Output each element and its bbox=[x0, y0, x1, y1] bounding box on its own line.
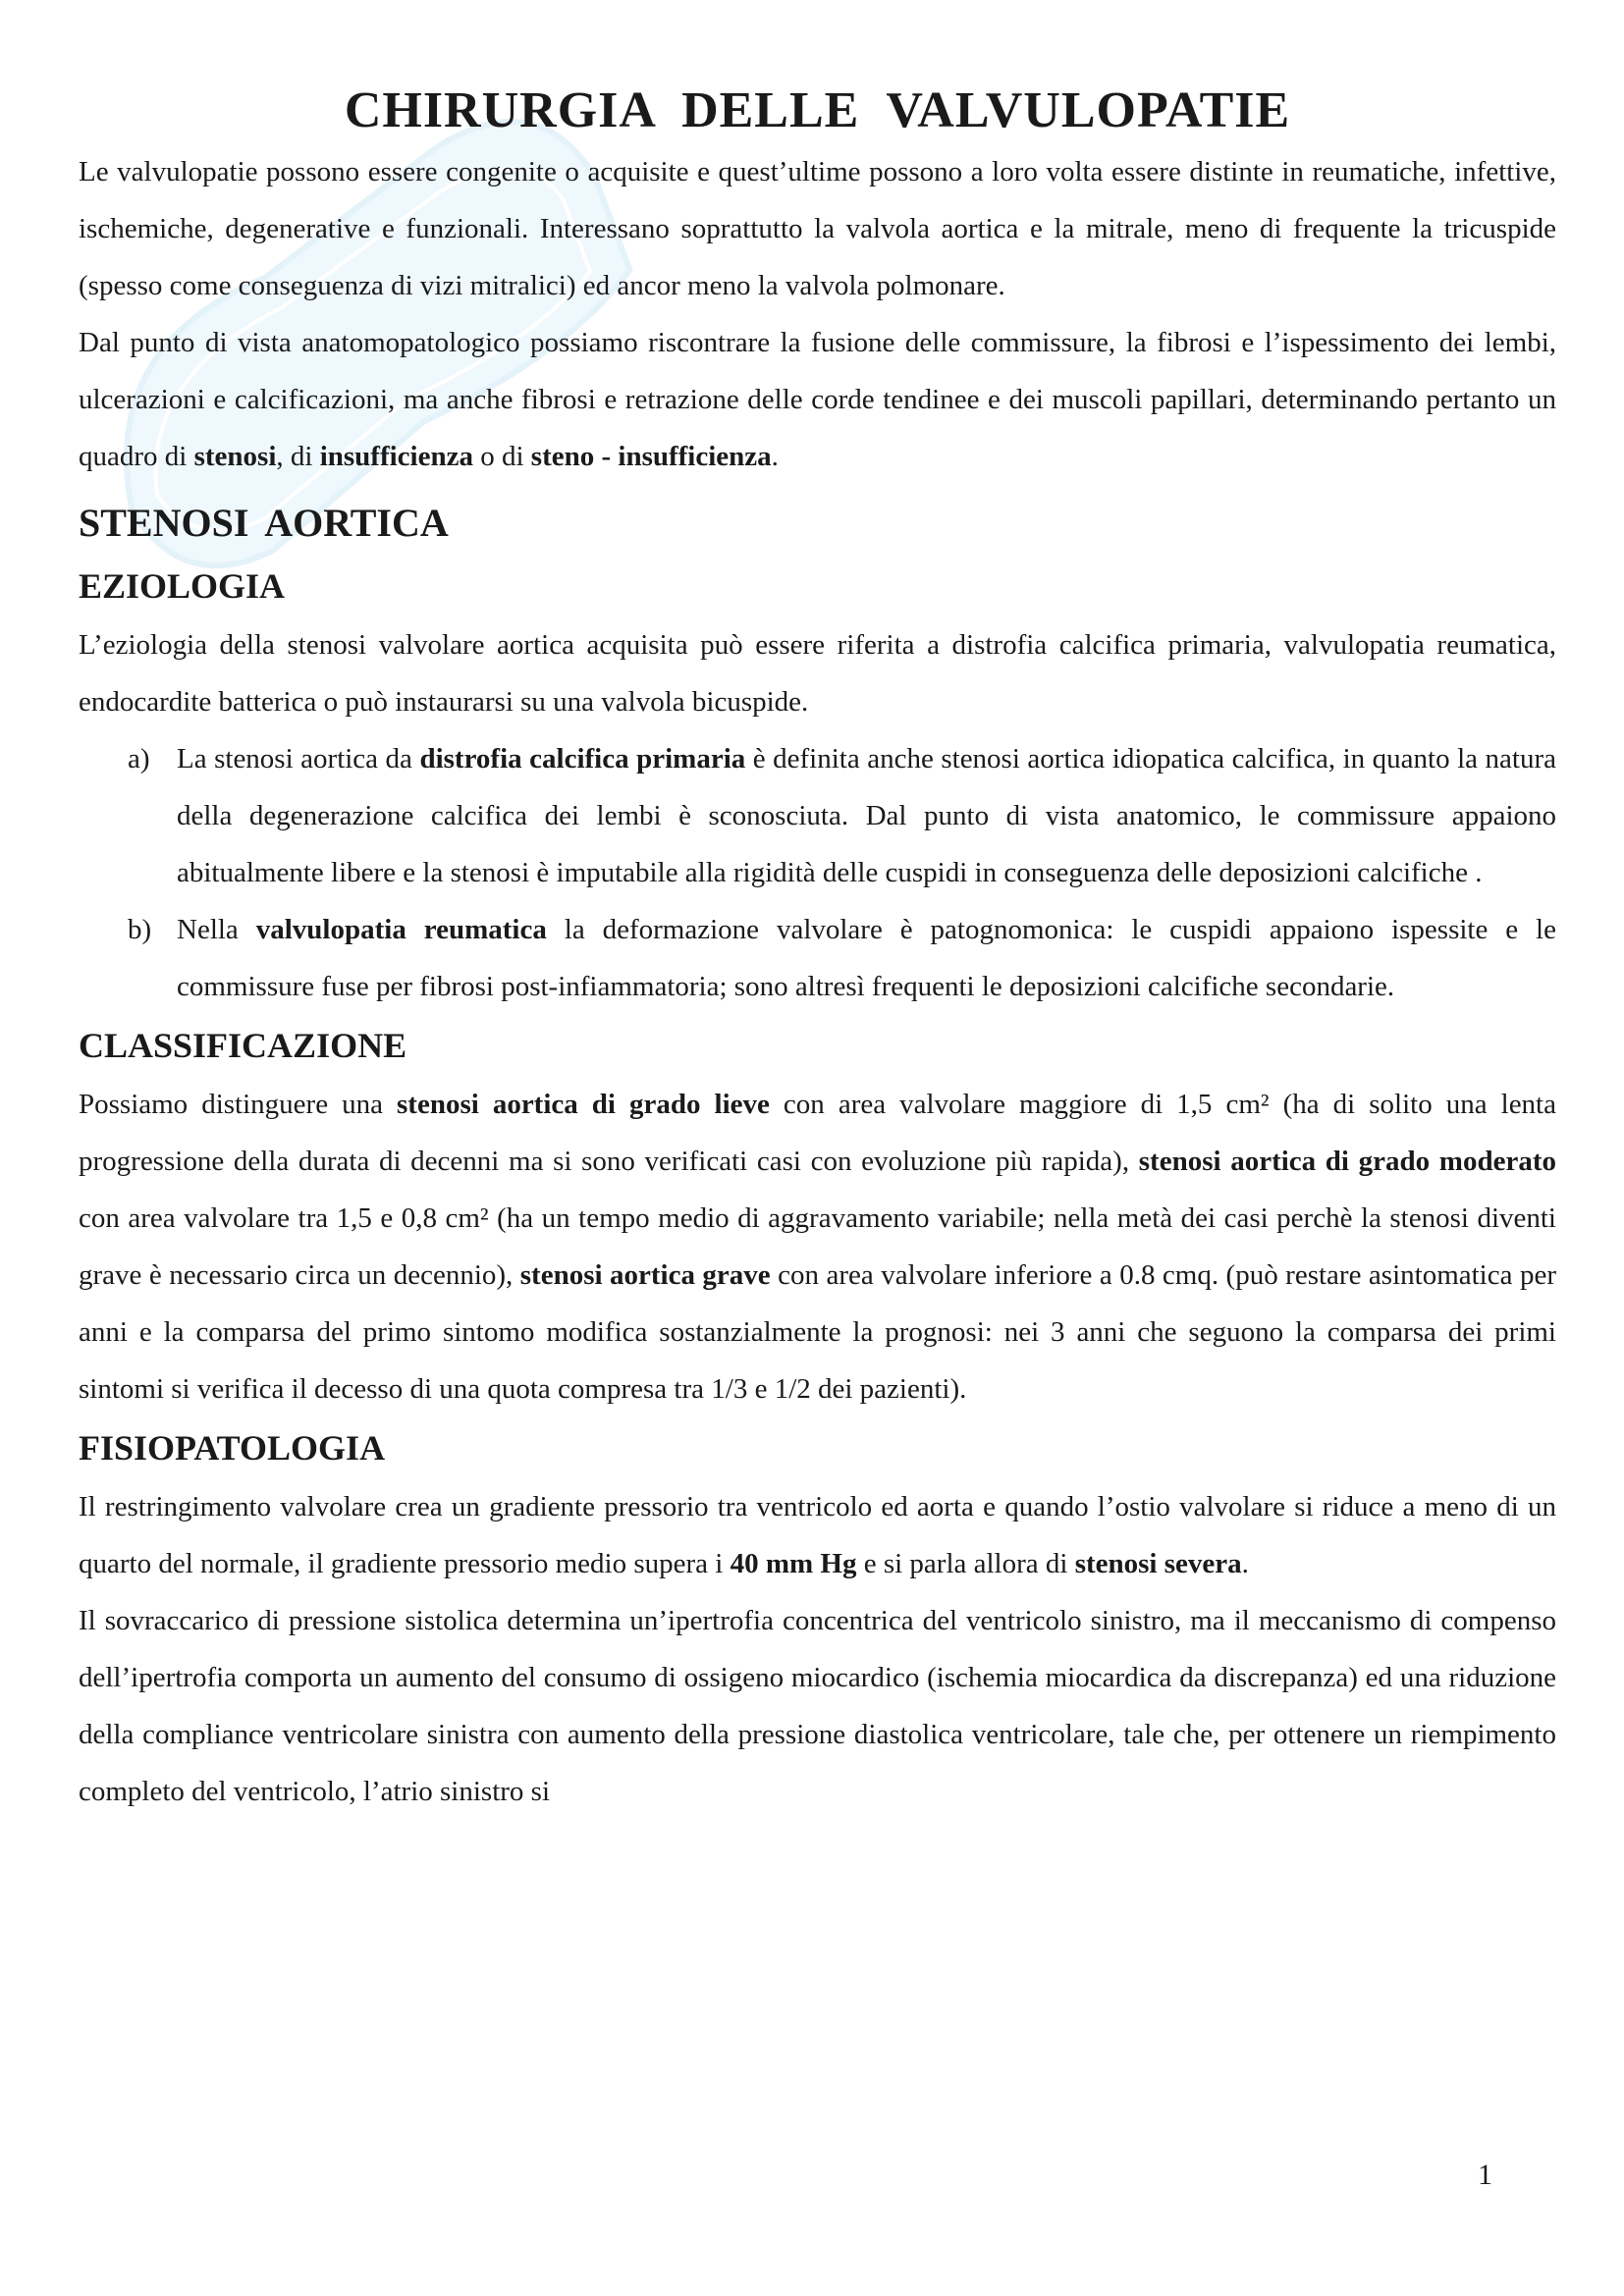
bold-term: distrofia calcifica primaria bbox=[419, 743, 746, 774]
document-content bbox=[79, 79, 1556, 1820]
list-item-text: Nella valvulopatia reumatica la deformazione valvolare è patognomonica: le cuspidi appaiono ispessite e le commissure fuse per fibrosi post-infiammatoria; sono altresì frequenti le deposizioni calcifiche secondarie. bbox=[177, 914, 1556, 1002]
bold-term: stenosi aortica di grado lieve bbox=[397, 1089, 770, 1120]
bold-term: valvulopatia reumatica bbox=[255, 914, 547, 945]
bold-term: stenosi severa bbox=[1074, 1548, 1242, 1579]
intro-paragraph: Le valvulopatie possono essere congenite o acquisite e quest’ultime possono a loro volta essere distinte in reumatiche, infettive, ischemiche, degenerative e funzionali. Interessano soprattutto la valvola aortica e la mitrale, meno di frequente la tricuspide (spesso come conseguenza di vizi mitralici) ed ancor meno la valvola polmonare. bbox=[79, 156, 1556, 301]
heading-eziologia: EZIOLOGIA bbox=[79, 566, 286, 606]
heading-classificazione: CLASSIFICAZIONE bbox=[79, 1026, 407, 1065]
bold-term: stenosi bbox=[193, 441, 277, 472]
bold-term: insufficienza bbox=[319, 441, 473, 472]
list-marker: a) bbox=[128, 743, 150, 774]
fisiopatologia-paragraph-2: Il sovraccarico di pressione sistolica determina un’ipertrofia concentrica del ventricolo sinistro, ma il meccanismo di compenso dell’ipertrofia comporta un aumento del consumo di ossigeno miocardico (ischemia miocardica da discrepanza) ed una riduzione della compliance ventricolare sinistra con aumento della pressione diastolica ventricolare, tale che, per ottenere un riempimento completo del ventricolo, l’atrio sinistro si bbox=[79, 1605, 1556, 1807]
heading-fisiopatologia: FISIOPATOLOGIA bbox=[79, 1428, 386, 1468]
intro-paragraph-2: Dal punto di vista anatomopatologico possiamo riscontrare la fusione delle commissure, la fibrosi e l’ispessimento dei lembi, ulcerazioni e calcificazioni, ma anche fibrosi e retrazione delle corde tendinee e dei muscoli papillari, determinando pertanto un quadro di stenosi, di insufficienza o di steno - insufficienza. bbox=[79, 327, 1556, 472]
bold-term: steno - insufficienza bbox=[530, 441, 772, 472]
section-title-stenosi-aortica: STENOSI AORTICA bbox=[79, 501, 449, 545]
bold-term: 40 mm Hg bbox=[730, 1548, 857, 1579]
fisiopatologia-paragraph: Il restringimento valvolare crea un gradiente pressorio tra ventricolo ed aorta e quando l’ostio valvolare si riduce a meno di un quarto del normale, il gradiente pressorio medio supera i 40 mm Hg e si parla allora di stenosi severa. bbox=[79, 1491, 1556, 1579]
eziologia-list bbox=[79, 730, 1556, 1015]
list-item-text: La stenosi aortica da distrofia calcifica primaria è definita anche stenosi aortica idiopatica calcifica, in quanto la natura della degenerazione calcifica dei lembi è sconosciuta. Dal punto di vista anatomico, le commissure appaiono abitualmente libere e la stenosi è imputabile alla rigidità delle cuspidi in conseguenza delle deposizioni calcifiche . bbox=[177, 743, 1557, 888]
list-marker: b) bbox=[128, 914, 152, 945]
list-item bbox=[79, 730, 1556, 901]
bold-term: stenosi aortica di grado moderato bbox=[1138, 1146, 1556, 1177]
eziologia-paragraph: L’eziologia della stenosi valvolare aortica acquisita può essere riferita a distrofia calcifica primaria, valvulopatia reumatica, endocardite batterica o può instaurarsi su una valvola bicuspide. bbox=[79, 629, 1556, 718]
classificazione-paragraph: Possiamo distinguere una stenosi aortica di grado lieve con area valvolare maggiore di 1,5 cm² (ha di solito una lenta progressione della durata di decenni ma si sono verificati casi con evoluzione più rapida), stenosi aortica di grado moderato con area valvolare tra 1,5 e 0,8 cm² (ha un tempo medio di aggravamento variabile; nella metà dei casi perchè la stenosi diventi grave è necessario circa un decennio), stenosi aortica grave con area valvolare inferiore a 0.8 cmq. (può restare asintomatica per anni e la comparsa del primo sintomo modifica sostanzialmente la prognosi: nei 3 anni che seguono la comparsa dei primi sintomi si verifica il decesso di una quota compresa tra 1/3 e 1/2 dei pazienti). bbox=[79, 1089, 1556, 1405]
document-title: CHIRURGIA DELLE VALVULOPATIE bbox=[344, 82, 1291, 138]
page-number: 1 bbox=[1478, 2159, 1492, 2191]
list-item bbox=[79, 901, 1556, 1015]
bold-term: stenosi aortica grave bbox=[519, 1259, 771, 1291]
